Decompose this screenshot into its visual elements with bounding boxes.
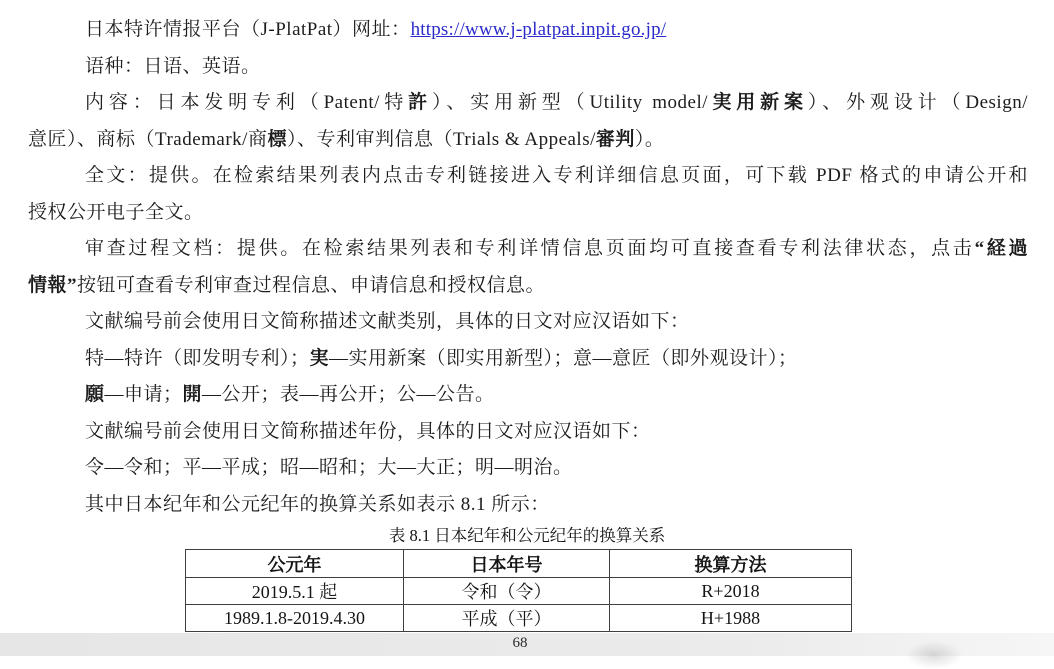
paragraph-text: ）、外观设计（Design/ — [807, 92, 1028, 113]
watermark-smudge — [905, 641, 963, 669]
japanese-term: 審判 — [595, 128, 635, 150]
table-caption: 表 8.1 日本纪年和公元纪年的换算关系 — [388, 526, 666, 545]
paragraph-text: 语种：日语、英语。 — [85, 55, 261, 77]
paragraph-line — [0, 49, 1054, 86]
paragraph-line — [0, 231, 1054, 268]
paragraph-line — [0, 487, 1054, 524]
column-header-gregorian-year: 公元年 — [186, 550, 404, 578]
japanese-term: 許 — [408, 92, 432, 113]
table-cell: R+2018 — [610, 578, 852, 605]
paragraph-text: ）、实用新型（Utility model/ — [432, 92, 709, 113]
paragraph-line — [0, 158, 1054, 195]
paragraph-text: 其中日本纪年和公元纪年的换算关系如表示 8.1 所示： — [85, 493, 550, 515]
table-header-row — [186, 550, 852, 578]
paragraph-line — [0, 85, 1054, 122]
paragraph-text: —申请； — [104, 384, 183, 405]
paragraph-text: 内容：日本发明专利（Patent/特 — [85, 92, 409, 113]
paragraph-line — [0, 304, 1054, 341]
column-header-japanese-era: 日本年号 — [404, 550, 610, 578]
paragraph-text: 文献编号前会使用日文简称描述年份，具体的日文对应汉语如下： — [85, 420, 651, 442]
japanese-term: 実 — [309, 347, 330, 369]
paragraph-text: ）。 — [634, 128, 665, 150]
paragraph-text: 令—令和；平—平成；昭—昭和；大—大正；明—明治。 — [85, 457, 573, 478]
paragraph-line — [0, 195, 1054, 232]
jplatpat-url-link[interactable]: https://www.j-platpat.inpit.go.jp/ — [410, 19, 667, 40]
paragraph-line — [0, 12, 1054, 49]
paragraph-text: 文献编号前会使用日文简称描述文献类别，具体的日文对应汉语如下： — [85, 311, 690, 332]
table-cell: 平成（平） — [404, 605, 610, 632]
paragraph-line — [0, 450, 1054, 487]
table-cell: H+1988 — [610, 605, 852, 632]
japanese-term: 情報” — [28, 274, 78, 296]
paragraph-text: 全文：提供。在检索结果列表内点击专利链接进入专利详细信息页面，可下载 PDF 格式的申请公开和 — [85, 165, 1028, 186]
japanese-term: 標 — [267, 128, 287, 150]
table-cell: 1989.1.8-2019.4.30 — [186, 605, 404, 632]
japanese-term: 実用新案 — [708, 92, 808, 113]
paragraph-text: 日本特许情报平台（J-PlatPat）网址： — [85, 19, 411, 40]
japanese-term: 開 — [182, 384, 203, 405]
paragraph-line — [0, 341, 1054, 378]
paragraph-text: ）、专利审判信息（Trials & Appeals/ — [286, 128, 596, 150]
table-row — [186, 578, 852, 605]
page-number: 68 — [512, 635, 528, 651]
japanese-term: “経過 — [974, 238, 1028, 259]
footer-strip — [0, 633, 1054, 656]
paragraph-text: 意匠）、商标（Trademark/商 — [28, 128, 268, 150]
paragraph-text: 特—特许（即发明专利）； — [85, 347, 310, 369]
paragraph-line — [0, 122, 1054, 159]
japanese-term: 願 — [85, 384, 105, 405]
paragraph-text: 按钮可查看专利审查过程信息、申请信息和授权信息。 — [77, 274, 546, 296]
paragraph-line — [0, 268, 1054, 305]
paragraph-text: —公开；表—再公开；公—公告。 — [202, 384, 495, 405]
era-conversion-table — [185, 549, 852, 632]
paragraph-text: —实用新案（即实用新型）；意—意匠（即外观设计）； — [329, 347, 798, 369]
paragraph-text: 审查过程文档：提供。在检索结果列表和专利详情信息页面均可直接查看专利法律状态，点击 — [85, 238, 975, 259]
table-cell: 2019.5.1 起 — [186, 578, 404, 605]
column-header-conversion-method: 换算方法 — [610, 550, 852, 578]
paragraph-line — [0, 414, 1054, 451]
paragraph-text: 授权公开电子全文。 — [28, 201, 204, 223]
table-cell: 令和（令） — [404, 578, 610, 605]
table-row — [186, 605, 852, 632]
paragraph-line — [0, 377, 1054, 414]
